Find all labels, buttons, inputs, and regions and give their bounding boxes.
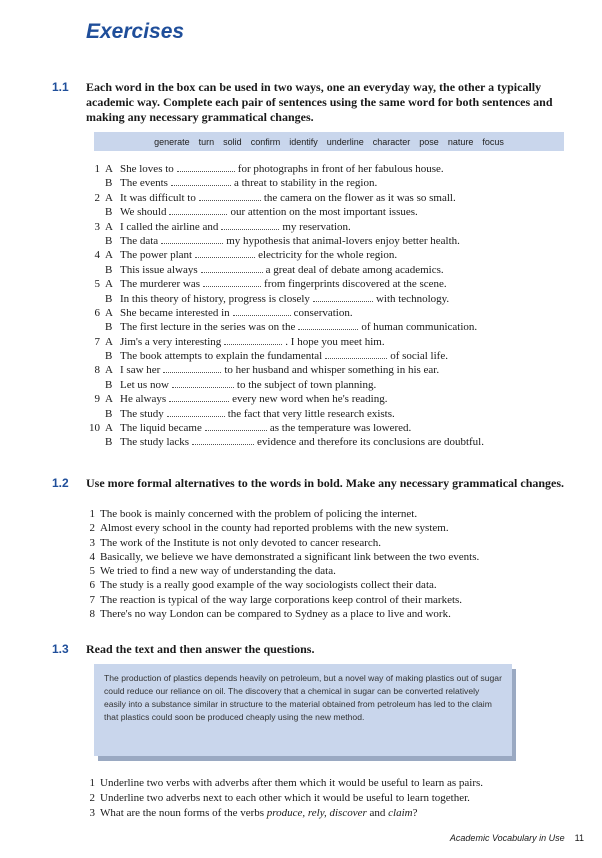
item-sentence <box>120 234 460 248</box>
sentence-before: Let us now <box>120 378 169 391</box>
page-footer <box>450 833 584 843</box>
item-number: 1 <box>89 777 95 789</box>
item-letter: A <box>105 220 113 233</box>
exercise-item <box>86 507 596 521</box>
sentence-before: The study lacks <box>120 436 190 449</box>
section-instruction-1-3: Read the text and then answer the questions. <box>86 642 315 656</box>
sentence-after: a threat to stability in the region. <box>233 177 378 190</box>
sentence-after: . I hope you meet him. <box>285 335 385 348</box>
answer-blank[interactable] <box>298 320 358 330</box>
answer-blank[interactable] <box>201 263 263 273</box>
item-number: 4 <box>94 249 100 262</box>
sentence-before: She loves to <box>120 163 174 175</box>
item-number: 5 <box>89 565 95 578</box>
word-box <box>94 132 564 151</box>
item-number: 10 <box>89 422 100 435</box>
item-sentence: The book is mainly concerned with the problem of policing the internet. <box>100 508 418 520</box>
sentence-after: every new word when he's reading. <box>232 393 388 406</box>
sentence-after: as the temperature was lowered. <box>269 422 412 435</box>
sentence-before: He always <box>120 393 167 406</box>
sentence-before: The study <box>120 407 164 420</box>
answer-blank[interactable] <box>177 162 235 172</box>
sentence-after: my reservation. <box>282 220 351 233</box>
item-sentence: Basically, we believe we have demonstrated a significant link between the two events. <box>100 550 480 563</box>
item-number: 7 <box>89 593 95 606</box>
item-number: 3 <box>94 220 100 233</box>
answer-blank[interactable] <box>172 378 234 388</box>
exercise-item <box>86 335 596 349</box>
exercise-item <box>86 248 596 262</box>
answer-blank[interactable] <box>221 220 279 230</box>
sentence-before: The first lecture in the series was on the <box>120 321 296 334</box>
italic-verb-last: claim <box>388 807 413 819</box>
word-box-item: character <box>372 136 411 147</box>
exercise-item <box>86 564 596 578</box>
sentence-after: with technology. <box>375 292 450 305</box>
exercise-item <box>86 607 596 621</box>
exercise-item <box>86 392 596 406</box>
exercise-item <box>86 220 596 234</box>
item-number: 7 <box>94 335 100 348</box>
item-sentence <box>120 435 484 449</box>
exercise-item <box>86 162 596 176</box>
word-box-item: underline <box>326 136 364 147</box>
item-letter: B <box>105 234 113 247</box>
exercise-item <box>86 776 596 791</box>
sentence-after: of human communication. <box>361 321 478 334</box>
exercise-1-1-list <box>86 162 596 450</box>
item-sentence <box>120 421 411 435</box>
answer-blank[interactable] <box>313 292 373 302</box>
item-number: 2 <box>89 792 95 804</box>
item-sentence <box>120 320 477 334</box>
exercise-item <box>86 320 596 334</box>
item-letter: B <box>105 378 113 391</box>
item-sentence <box>120 248 397 262</box>
item-letter: A <box>105 163 113 175</box>
item-sentence <box>120 162 444 176</box>
exercise-item <box>86 521 596 535</box>
exercise-item <box>86 363 596 377</box>
answer-blank[interactable] <box>224 335 282 345</box>
exercise-item <box>86 176 596 190</box>
exercise-1-2-list <box>86 507 596 621</box>
exercise-item <box>86 234 596 248</box>
sentence-before: Jim's a very interesting <box>120 335 222 348</box>
sentence-before: In this theory of history, progress is closely <box>120 292 310 305</box>
exercise-item <box>86 191 596 205</box>
sentence-before: I saw her <box>120 364 161 377</box>
item-letter: B <box>105 177 113 190</box>
exercise-item <box>86 421 596 435</box>
exercise-item <box>86 806 596 821</box>
exercise-item <box>86 435 596 449</box>
word-box-item: pose <box>419 136 439 147</box>
item-sentence <box>120 176 377 190</box>
answer-blank[interactable] <box>203 277 261 287</box>
item-number: 2 <box>94 191 100 204</box>
word-box-item: generate <box>154 136 190 147</box>
section-instruction-1-2: Use more formal alternatives to the words in bold. Make any necessary grammatical changes. <box>86 476 565 490</box>
item-number: 9 <box>94 393 100 406</box>
item-sentence <box>120 220 351 234</box>
item-sentence: The work of the Institute is not only devoted to cancer research. <box>100 536 382 549</box>
item-letter: A <box>105 422 113 435</box>
exercise-item <box>86 306 596 320</box>
exercise-item <box>86 578 596 592</box>
sentence-before: She became interested in <box>120 306 230 319</box>
sentence-before: This issue always <box>120 263 198 276</box>
word-box-item: confirm <box>250 136 281 147</box>
sentence-before: The power plant <box>120 249 193 262</box>
word-box-item: focus <box>482 136 504 147</box>
italic-verbs: produce, rely, discover <box>266 807 367 819</box>
answer-blank[interactable] <box>169 205 227 215</box>
sentence-after: a great deal of debate among academics. <box>265 263 444 276</box>
answer-blank[interactable] <box>325 349 387 359</box>
item-letter: A <box>105 393 113 406</box>
answer-blank[interactable] <box>233 306 291 316</box>
answer-blank[interactable] <box>169 392 229 402</box>
word-box-item: identify <box>289 136 318 147</box>
answer-blank[interactable] <box>167 407 225 417</box>
item-letter: A <box>105 278 113 291</box>
item-sentence <box>120 191 456 205</box>
item-text: Underline two adverbs next to each other which it would be useful to learn together. <box>100 792 470 804</box>
item-number: 4 <box>89 550 95 563</box>
item-letter: B <box>105 206 113 219</box>
sentence-after: to her husband and whisper something in his ear. <box>224 364 440 377</box>
sentence-before: The liquid became <box>120 422 202 435</box>
exercise-item <box>86 536 596 550</box>
sentence-after: evidence and therefore its conclusions are doubtful. <box>257 436 484 449</box>
item-letter: B <box>105 263 113 276</box>
sentence-after: to the subject of town planning. <box>236 378 377 391</box>
item-sentence: We tried to find a new way of understanding the data. <box>100 565 336 578</box>
sentence-after: our attention on the most important issues. <box>230 206 418 219</box>
exercise-item <box>86 292 596 306</box>
sentence-before: The book attempts to explain the fundamental <box>120 350 323 363</box>
item-sentence <box>100 776 483 791</box>
item-sentence <box>120 292 449 306</box>
footer-page-number: 11 <box>574 833 584 843</box>
sentence-before: The data <box>120 234 159 247</box>
answer-blank[interactable] <box>171 176 231 186</box>
item-sentence <box>120 335 385 349</box>
item-sentence: There's no way London can be compared to Sydney as a place to live and work. <box>100 608 451 621</box>
sentence-after: conservation. <box>293 306 353 319</box>
sentence-after: the fact that very little research exists. <box>227 407 395 420</box>
item-number: 8 <box>94 364 100 377</box>
item-number: 3 <box>89 807 95 819</box>
item-sentence <box>120 277 447 291</box>
exercise-item <box>86 277 596 291</box>
item-letter: B <box>105 350 113 363</box>
exercise-item <box>86 263 596 277</box>
exercise-item <box>86 349 596 363</box>
exercise-1-3-list <box>86 776 596 821</box>
section-number-1-2: 1.2 <box>52 476 69 490</box>
item-sentence <box>100 791 470 806</box>
item-number: 3 <box>89 536 95 549</box>
item-number: 1 <box>94 163 100 175</box>
answer-blank[interactable] <box>192 435 254 445</box>
item-number: 1 <box>89 508 95 520</box>
item-letter: A <box>105 364 113 377</box>
item-number: 5 <box>94 278 100 291</box>
item-sentence <box>120 392 387 406</box>
item-letter: B <box>105 436 113 449</box>
item-sentence <box>120 407 395 421</box>
item-sentence <box>100 806 418 821</box>
item-sentence: The reaction is typical of the way large corporations keep control of their markets. <box>100 593 463 606</box>
exercise-item <box>86 550 596 564</box>
footer-book-title: Academic Vocabulary in Use <box>449 833 565 843</box>
sentence-after: the camera on the flower as it was so small. <box>263 191 456 204</box>
page-title: Exercises <box>86 20 185 43</box>
sentence-after: for photographs in front of her fabulous house. <box>237 163 444 175</box>
word-box-item: turn <box>198 136 215 147</box>
exercise-item <box>86 593 596 607</box>
item-sentence <box>120 363 439 377</box>
item-number: 6 <box>94 306 100 319</box>
item-sentence <box>120 205 418 219</box>
item-sentence <box>120 378 376 392</box>
sentence-after: from fingerprints discovered at the scene. <box>264 278 447 291</box>
word-box-item: solid <box>223 136 242 147</box>
sentence-after: electricity for the whole region. <box>258 249 398 262</box>
item-text-mid: and <box>366 807 389 819</box>
answer-blank[interactable] <box>199 191 261 201</box>
sentence-after: my hypothesis that animal-lovers enjoy better health. <box>226 234 460 247</box>
item-sentence <box>120 306 353 320</box>
item-text: Underline two verbs with adverbs after them which it would be useful to learn as pairs. <box>100 777 484 789</box>
answer-blank[interactable] <box>205 421 267 431</box>
item-number: 2 <box>89 522 95 535</box>
item-letter: A <box>105 249 113 262</box>
answer-blank[interactable] <box>163 363 221 373</box>
item-sentence <box>120 349 448 363</box>
sentence-before: It was difficult to <box>120 191 196 204</box>
answer-blank[interactable] <box>195 248 255 258</box>
word-box-item: nature <box>447 136 474 147</box>
exercise-item <box>86 378 596 392</box>
item-letter: A <box>105 335 113 348</box>
item-sentence <box>120 263 444 277</box>
section-number-1-1: 1.1 <box>52 80 69 94</box>
reading-passage: The production of plastics depends heavily on petroleum, but a novel way of making plastics out of sugar could reduce our reliance on oil. The discovery that a chemical in sugar can be converted relatively easily into a substance similar in structure to the material obtained from petroleum has led to the claim that plastics could soon be produced cheaply using the new method. <box>94 664 512 756</box>
sentence-after: of social life. <box>390 350 448 363</box>
exercise-item <box>86 791 596 806</box>
item-letter: B <box>105 321 113 334</box>
item-letter: B <box>105 292 113 305</box>
item-text: What are the noun forms of the verbs <box>100 807 267 819</box>
sentence-before: The events <box>120 177 168 190</box>
section-instruction-1-1: Each word in the box can be used in two ways, one an everyday way, the other a typically academic way. Complete each pair of sentences using the same word for both sentences and making any necessary grammatical changes. <box>86 80 553 124</box>
item-letter: A <box>105 191 113 204</box>
section-number-1-3: 1.3 <box>52 642 69 656</box>
item-number: 8 <box>89 608 95 621</box>
answer-blank[interactable] <box>161 234 223 244</box>
item-number: 6 <box>89 579 95 592</box>
item-sentence: The study is a really good example of the way sociologists collect their data. <box>100 579 437 592</box>
item-text-end: ? <box>412 807 418 819</box>
exercise-item <box>86 407 596 421</box>
exercise-item <box>86 205 596 219</box>
item-letter: A <box>105 306 113 319</box>
sentence-before: The murderer was <box>120 278 201 291</box>
item-sentence: Almost every school in the county had reported problems with the new system. <box>100 522 449 535</box>
sentence-before: We should <box>120 206 167 219</box>
sentence-before: I called the airline and <box>120 220 219 233</box>
item-letter: B <box>105 407 113 420</box>
